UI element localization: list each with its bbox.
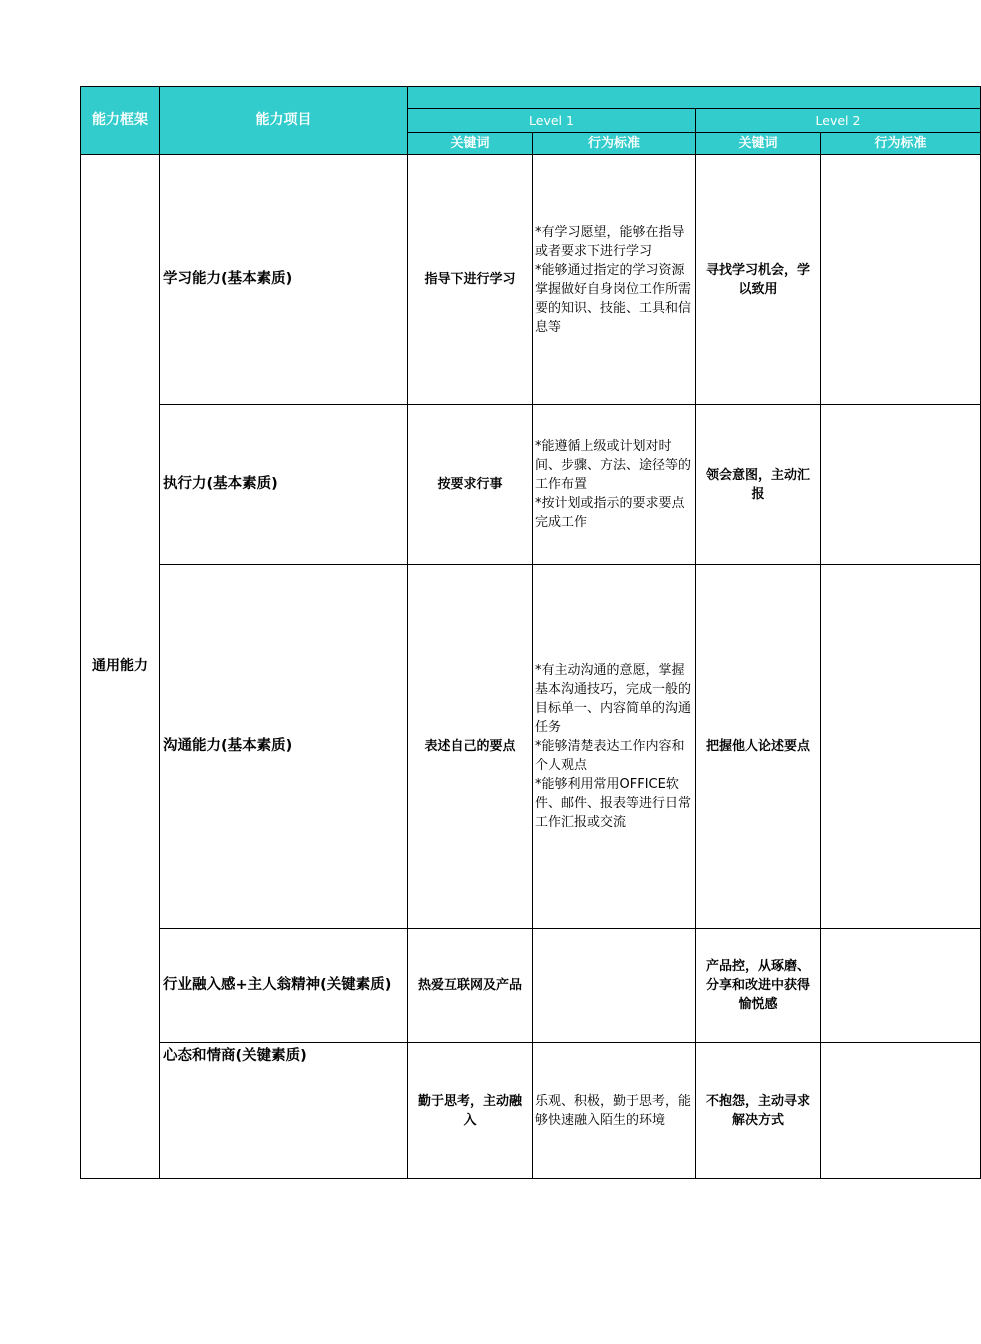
l1-behavior-cell[interactable]: [533, 929, 696, 1043]
l1-keyword-cell[interactable]: 表述自己的要点: [408, 565, 533, 929]
header-level-1[interactable]: Level 1: [408, 109, 696, 133]
header-item[interactable]: 能力项目: [160, 87, 408, 155]
table-row: [81, 405, 981, 565]
l2-behavior-cell[interactable]: [821, 405, 981, 565]
competency-sheet: [80, 86, 927, 1178]
item-cell[interactable]: 心态和情商(关键素质): [160, 1043, 408, 1179]
l2-behavior-cell[interactable]: [821, 155, 981, 405]
framework-cell[interactable]: 通用能力: [81, 155, 160, 1179]
l1-behavior-cell[interactable]: 乐观、积极，勤于思考，能够快速融入陌生的环境: [533, 1043, 696, 1179]
l1-behavior-cell[interactable]: *有学习愿望，能够在指导或者要求下进行学习 *能够通过指定的学习资源掌握做好自身岗位工作所需要的知识、技能、工具和信息等: [533, 155, 696, 405]
header-l2-keyword[interactable]: 关键词: [696, 133, 821, 155]
item-cell[interactable]: 执行力(基本素质): [160, 405, 408, 565]
table-row: [81, 155, 981, 405]
header-l1-keyword[interactable]: 关键词: [408, 133, 533, 155]
l2-keyword-cell[interactable]: 产品控，从琢磨、分享和改进中获得愉悦感: [696, 929, 821, 1043]
header-levels-band[interactable]: [408, 87, 981, 109]
item-cell[interactable]: 学习能力(基本素质): [160, 155, 408, 405]
l1-behavior-cell[interactable]: *有主动沟通的意愿，掌握基本沟通技巧，完成一般的目标单一、内容简单的沟通任务 *能够清楚表达工作内容和个人观点 *能够利用常用OFFICE软件、邮件、报表等进行日常工作汇报或交流: [533, 565, 696, 929]
l1-behavior-cell[interactable]: *能遵循上级或计划对时间、步骤、方法、途径等的工作布置 *按计划或指示的要求要点完成工作: [533, 405, 696, 565]
header-l2-behavior[interactable]: 行为标准: [821, 133, 981, 155]
competency-table: [80, 86, 981, 1179]
header-framework[interactable]: 能力框架: [81, 87, 160, 155]
l1-keyword-cell[interactable]: 勤于思考，主动融入: [408, 1043, 533, 1179]
table-row: [81, 929, 981, 1043]
l2-keyword-cell[interactable]: 把握他人论述要点: [696, 565, 821, 929]
item-cell[interactable]: 行业融入感+主人翁精神(关键素质): [160, 929, 408, 1043]
l1-keyword-cell[interactable]: 热爱互联网及产品: [408, 929, 533, 1043]
l2-keyword-cell[interactable]: 领会意图，主动汇报: [696, 405, 821, 565]
l1-keyword-cell[interactable]: 按要求行事: [408, 405, 533, 565]
table-row: [81, 565, 981, 929]
l2-behavior-cell[interactable]: [821, 565, 981, 929]
table-row: [81, 1043, 981, 1179]
header-level-2[interactable]: Level 2: [696, 109, 981, 133]
l2-behavior-cell[interactable]: [821, 1043, 981, 1179]
l2-keyword-cell[interactable]: 寻找学习机会，学以致用: [696, 155, 821, 405]
item-cell[interactable]: 沟通能力(基本素质): [160, 565, 408, 929]
l2-behavior-cell[interactable]: [821, 929, 981, 1043]
l2-keyword-cell[interactable]: 不抱怨，主动寻求解决方式: [696, 1043, 821, 1179]
l1-keyword-cell[interactable]: 指导下进行学习: [408, 155, 533, 405]
header-l1-behavior[interactable]: 行为标准: [533, 133, 696, 155]
